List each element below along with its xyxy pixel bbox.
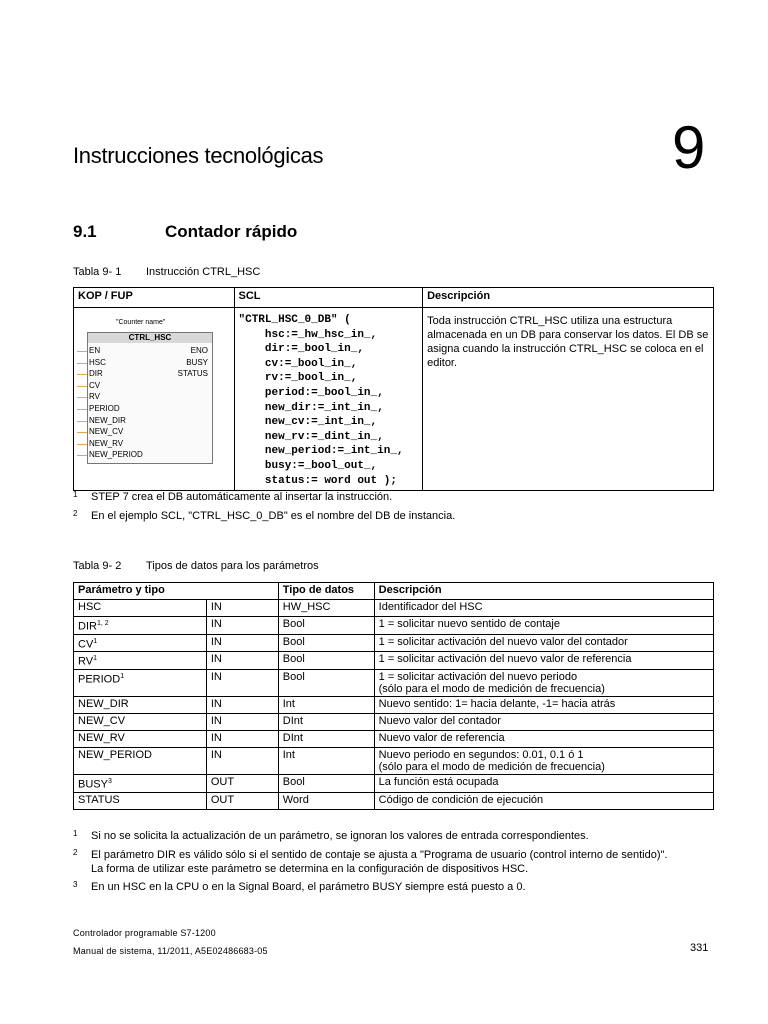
param-name-cell [74,730,207,747]
footnote-mark: 1 [73,829,78,838]
footnote-text: El parámetro DIR es válido sólo si el sentido de contaje se ajusta a "Programa de usuario (control interno de sentido)". [91,849,668,861]
header-parameter: Parámetro y tipo [74,583,279,600]
param-name: RV [78,655,94,668]
table-row [74,600,714,617]
param-footnote-ref: 3 [107,777,112,785]
table-row [74,652,714,670]
param-data-type: Bool [278,617,374,635]
ctrl-hsc-table [73,287,714,491]
param-direction: OUT [206,792,278,809]
param-footnote-ref: 1, 2 [96,620,109,627]
param-name-cell [74,634,207,652]
param-data-type: DInt [278,713,374,730]
param-name-cell [74,747,207,774]
fb-input-pin: PERIOD [89,404,120,413]
fb-input-wire [77,351,87,352]
function-block-cell [74,308,235,491]
param-description-line: Código de condición de ejecución [378,793,544,806]
param-name: DIR [78,620,97,633]
chapter-title: Instrucciones tecnológicas [73,143,324,168]
param-name-cell [74,652,207,670]
param-description-line: La función está ocupada [378,775,499,788]
param-description-line: Nuevo valor del contador [378,714,501,727]
param-direction: IN [206,713,278,730]
ctrl-hsc-block [87,332,213,464]
header-data-type: Tipo de datos [278,583,374,600]
param-description [374,713,713,730]
param-name-cell [74,713,207,730]
fb-input-pin: NEW_PERIOD [89,450,143,460]
param-direction: IN [206,600,278,617]
param-description [374,747,713,774]
param-direction: IN [206,747,278,774]
footnote-text: En el ejemplo SCL, "CTRL_HSC_0_DB" es el nombre del DB de instancia. [91,510,456,522]
fb-output-pin: STATUS [177,369,208,379]
fb-input-wire [77,421,87,422]
footnote-text: La forma de utilizar este parámetro se determina en la configuración de dispositivos HSC. [91,863,529,875]
fb-input-wire [77,363,87,364]
param-footnote-ref: 1 [93,637,98,645]
param-description-line: (sólo para el modo de medición de frecuencia) [378,760,605,773]
table2-caption [73,560,473,574]
table-row [74,617,714,635]
header-param-description: Descripción [374,583,713,600]
table1-caption [73,266,473,280]
param-description-line: 1 = solicitar nuevo sentido de contaje [378,618,560,630]
param-description-line: 1 = solicitar activación del nuevo periodo [378,670,578,683]
fb-block-title: CTRL_HSC [88,333,212,343]
param-description-line: Identificador del HSC [378,601,483,613]
fb-input-wire [77,397,87,398]
parameter-types-table [73,582,714,810]
param-description-line: Nuevo sentido: 1= hacia delante, -1= hacia atrás [378,697,616,710]
fb-input-wire [77,386,87,387]
param-data-type: Bool [278,774,374,792]
param-footnote-ref: 1 [120,672,125,680]
footnote-mark: 3 [73,880,78,889]
param-description [374,774,713,792]
table2-caption-number: Tabla 9- 2 [73,560,122,572]
param-direction: IN [206,669,278,696]
table-row [74,730,714,747]
header-description: Descripción [423,288,714,308]
fb-input-pin: CV [89,380,101,390]
chapter-number: 9 [672,114,706,181]
description-cell: Toda instrucción CTRL_HSC utiliza una estructura almacenada en un DB para conservar los datos. El DB se asigna cuando la instrucción CTRL_HSC se coloca en el editor. [423,308,714,491]
fb-input-wire [77,374,87,375]
fb-input-pin: HSC [89,357,106,367]
param-name: NEW_CV [78,714,126,727]
fb-input-wire [77,455,87,456]
param-name: NEW_RV [78,731,125,744]
fb-output-pin: BUSY [186,357,208,367]
table1-body-row [74,308,714,491]
table-row [74,792,714,809]
param-name-cell [74,696,207,713]
param-description-line: 1 = solicitar activación del nuevo valor de referencia [378,653,632,666]
footnote-text: Si no se solicita la actualización de un parámetro, se ignoran los valores de entrada correspondientes. [91,830,589,842]
param-description [374,617,713,635]
param-description-line: Nuevo periodo en segundos: 0.01, 0.1 ó 1 [378,748,584,761]
param-name: PERIOD [78,673,121,686]
param-description [374,696,713,713]
fb-output-pin: ENO [190,346,208,355]
param-name-cell [74,669,207,696]
param-direction: IN [206,696,278,713]
param-description [374,652,713,670]
param-name: NEW_PERIOD [78,748,152,761]
param-description [374,730,713,747]
scl-code: "CTRL_HSC_0_DB" ( hsc:=_hw_hsc_in_, dir:=_bool_in_, cv:=_bool_in_, rv:=_bool_in_, period:=_bool_in_, new_dir:=_int_in_, new_cv:=_int_in_, new_rv:=_dint_in_, new_period:=_int_in_, busy:=_bool_out_, status:= word out ); [238,314,404,487]
footnote-text: STEP 7 crea el DB automáticamente al insertar la instrucción. [91,491,393,503]
param-name-cell [74,617,207,635]
fb-input-pin: NEW_CV [89,427,124,437]
param-name: BUSY [78,778,108,791]
fb-input-pin: DIR [89,369,103,379]
header-scl: SCL [234,288,423,308]
table2-caption-text: Tipos de datos para los parámetros [146,560,319,572]
table2-header-row [74,583,714,600]
param-description [374,669,713,696]
fb-input-wire [77,409,87,410]
param-description [374,600,713,617]
param-footnote-ref: 1 [93,655,97,663]
param-data-type: Bool [278,652,374,670]
table-row [74,669,714,696]
param-direction: IN [206,634,278,652]
param-description-line: (sólo para el modo de medición de frecuencia) [378,682,605,695]
param-data-type: Int [278,747,374,774]
param-name-cell [74,774,207,792]
param-data-type: Bool [278,669,374,696]
footnote-mark: 1 [73,490,78,499]
param-name: STATUS [78,793,120,806]
param-direction: OUT [206,774,278,792]
table-row [74,696,714,713]
param-data-type: DInt [278,730,374,747]
table1-caption-text: Instrucción CTRL_HSC [146,266,261,278]
param-direction: IN [206,730,278,747]
param-description [374,634,713,652]
footer-manual: Manual de sistema, 11/2011, A5E02486683-05 [73,946,268,956]
param-data-type: HW_HSC [278,600,374,617]
section-number: 9.1 [73,222,97,241]
param-name: NEW_DIR [78,697,129,710]
param-direction: IN [206,617,278,635]
param-data-type: Bool [278,634,374,652]
header-kop-fup: KOP / FUP [74,288,235,308]
table-row [74,774,714,792]
fb-input-pin: EN [89,346,101,355]
fb-input-pin: NEW_RV [89,438,124,448]
fb-input-wire [77,432,87,433]
param-name: CV [78,638,94,651]
section-title: Contador rápido [165,222,298,241]
param-name-cell [74,600,207,617]
footer-product: Controlador programable S7-1200 [73,928,216,938]
fb-instance-name: "Counter name" [116,319,166,326]
param-description-line: Nuevo valor de referencia [378,731,505,744]
footnote-text: En un HSC en la CPU o en la Signal Board, el parámetro BUSY siempre está puesto a 0. [91,881,526,893]
param-data-type: Int [278,696,374,713]
table1-caption-number: Tabla 9- 1 [73,266,122,278]
table-row [74,713,714,730]
page-number: 331 [690,942,709,954]
fb-input-pin: NEW_DIR [89,415,126,425]
table-row [74,747,714,774]
param-description-line: 1 = solicitar activación del nuevo valor del contador [378,635,628,648]
table-row [74,634,714,652]
table1-header-row [74,288,714,308]
fb-input-pin: RV [89,392,100,402]
param-name-cell [74,792,207,809]
param-data-type: Word [278,792,374,809]
param-direction: IN [206,652,278,670]
footnote-mark: 2 [73,509,78,518]
footnote-mark: 2 [73,848,78,857]
fb-input-wire [77,444,87,445]
scl-cell [234,308,423,491]
param-name: HSC [78,601,102,613]
param-description [374,792,713,809]
